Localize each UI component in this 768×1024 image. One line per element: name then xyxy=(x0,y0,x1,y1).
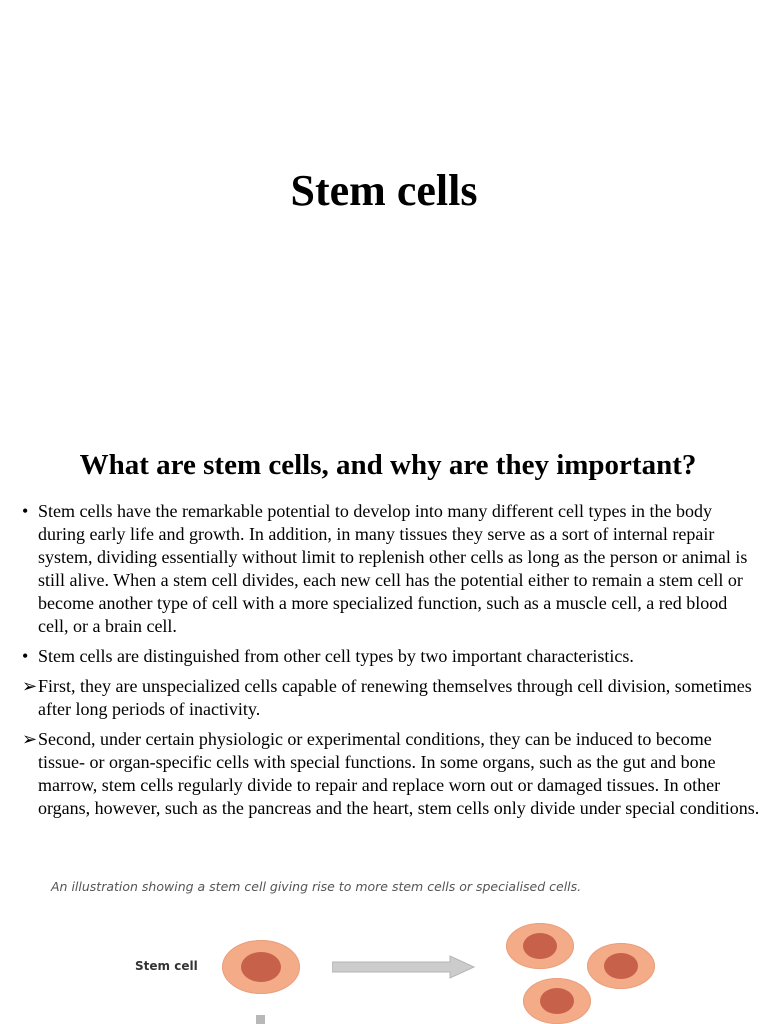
stem-cell-label: Stem cell xyxy=(135,959,198,973)
bullet-text: Stem cells have the remarkable potential to develop into many different cell types in the body during early life and growth. In addition, in many tissues they serve as a sort of internal repair system, dividing essentially without limit to replenish other cells as long as the person or animal is still alive. When a stem cell divides, each new cell has the potential either to remain a stem cell or become another type of cell with a more specialized function, such as a muscle cell, a red blood cell, or a brain cell. xyxy=(38,501,748,636)
bullet-item xyxy=(22,645,762,668)
cell-nucleus xyxy=(523,933,557,959)
arrow-item xyxy=(22,675,762,721)
bullet-item xyxy=(22,500,762,638)
cell-nucleus xyxy=(241,952,281,982)
arrow-text: First, they are unspecialized cells capable of renewing themselves through cell division, sometimes after long periods of inactivity. xyxy=(38,676,752,719)
arrow-marker: ➢ xyxy=(22,676,38,696)
arrow-item xyxy=(22,728,762,820)
illustration-caption: An illustration showing a stem cell giving rise to more stem cells or specialised cells. xyxy=(51,879,582,894)
stem-cell-illustration xyxy=(222,940,300,994)
daughter-cell-illustration xyxy=(506,923,574,969)
arrow-marker: ➢ xyxy=(22,729,38,749)
arrow-text: Second, under certain physiologic or experimental conditions, they can be induced to become tissue- or organ-specific cells with special functions. In some organs, such as the gut and bone marrow, stem cells regularly divide to repair and replace worn out or damaged tissues. In other organs, however, such as the pancreas and the heart, stem cells only divide under special conditions. xyxy=(38,729,760,818)
bullet-list xyxy=(22,500,762,820)
vertical-arrow-stem xyxy=(256,1015,265,1024)
section-heading: What are stem cells, and why are they important? xyxy=(79,449,697,481)
daughter-cell-illustration xyxy=(587,943,655,989)
cell-nucleus xyxy=(540,988,574,1014)
division-arrow-icon xyxy=(332,954,477,980)
bullet-text: Stem cells are distinguished from other cell types by two important characteristics. xyxy=(38,646,634,666)
slide-title: Stem cells xyxy=(290,166,478,215)
bullet-marker: • xyxy=(22,646,29,666)
cell-nucleus xyxy=(604,953,638,979)
daughter-cell-illustration xyxy=(523,978,591,1024)
bullet-marker: • xyxy=(22,501,29,521)
